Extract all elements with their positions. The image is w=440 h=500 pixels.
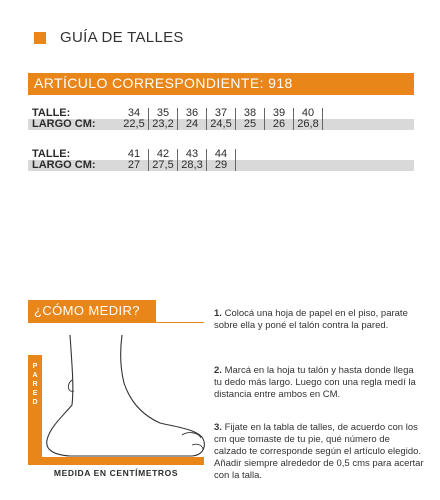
foot-illustration-icon (42, 335, 212, 460)
wall-letter: R (32, 381, 38, 388)
length-cell: 23,2 (149, 119, 178, 130)
measure-ruler (42, 457, 204, 465)
size-cell: 41 (120, 149, 149, 160)
length-cell: 29 (207, 160, 236, 171)
wall-letter: A (32, 372, 38, 379)
wall-letter: E (32, 390, 38, 397)
size-cell: 39 (265, 108, 294, 119)
size-cell: 38 (236, 108, 265, 119)
length-cell: 27 (120, 160, 149, 171)
size-cell: 43 (178, 149, 207, 160)
step-2 (214, 365, 424, 401)
wall-label (30, 362, 40, 407)
length-cell: 24 (178, 119, 207, 130)
divider (28, 322, 204, 323)
table-row-largo (28, 160, 414, 171)
table-row-largo (28, 119, 414, 130)
how-to-title: ¿CÓMO MEDIR? (34, 303, 140, 318)
size-cell: 40 (294, 108, 323, 119)
step-text: Marcá en la hoja tu talón y hasta donde llega tu dedo más largo. Luego con una regla medí la distancia entre ambos en CM. (214, 365, 416, 400)
largo-label: LARGO CM: (32, 159, 96, 171)
length-cell: 22,5 (120, 119, 149, 130)
length-cell: 28,3 (178, 160, 207, 171)
size-cell: 34 (120, 108, 149, 119)
size-cell: 42 (149, 149, 178, 160)
wall-letter: P (32, 363, 38, 370)
step-3 (214, 422, 424, 482)
size-cell: 44 (207, 149, 236, 160)
size-table-1 (28, 108, 414, 130)
step-text: Fijate en la tabla de talles, de acuerdo con los cm que tomaste de tu pie, qué número de calzado te corresponde según el artículo elegido. Añadir siempre alrededor de 0,5 cms para acertar con la talla. (214, 422, 424, 481)
step-number: 2. (214, 365, 222, 376)
step-number: 3. (214, 422, 222, 433)
talle-label: TALLE: (32, 107, 71, 119)
largo-label: LARGO CM: (32, 118, 96, 130)
measure-label: MEDIDA EN CENTÍMETROS (53, 468, 179, 478)
talle-label: TALLE: (32, 148, 71, 160)
page-title: GUÍA DE TALLES (60, 29, 184, 46)
step-1 (214, 308, 424, 332)
length-cell: 26,8 (294, 119, 323, 130)
filler-cell (236, 149, 415, 160)
wall-letter: D (32, 399, 38, 406)
size-cell: 35 (149, 108, 178, 119)
step-text: Colocá una hoja de papel en el piso, parate sobre ella y poné el talón contra la pared. (214, 308, 408, 331)
size-cell: 36 (178, 108, 207, 119)
size-table-2 (28, 149, 414, 171)
size-cell: 37 (207, 108, 236, 119)
filler-cell (236, 160, 415, 171)
length-cell: 24,5 (207, 119, 236, 130)
length-cell: 26 (265, 119, 294, 130)
length-cell: 25 (236, 119, 265, 130)
length-cell: 27,5 (149, 160, 178, 171)
article-label: ARTÍCULO CORRESPONDIENTE: 918 (34, 75, 293, 91)
title-bullet (34, 32, 46, 44)
filler-cell (323, 108, 415, 119)
step-number: 1. (214, 308, 222, 319)
filler-cell (323, 119, 415, 130)
